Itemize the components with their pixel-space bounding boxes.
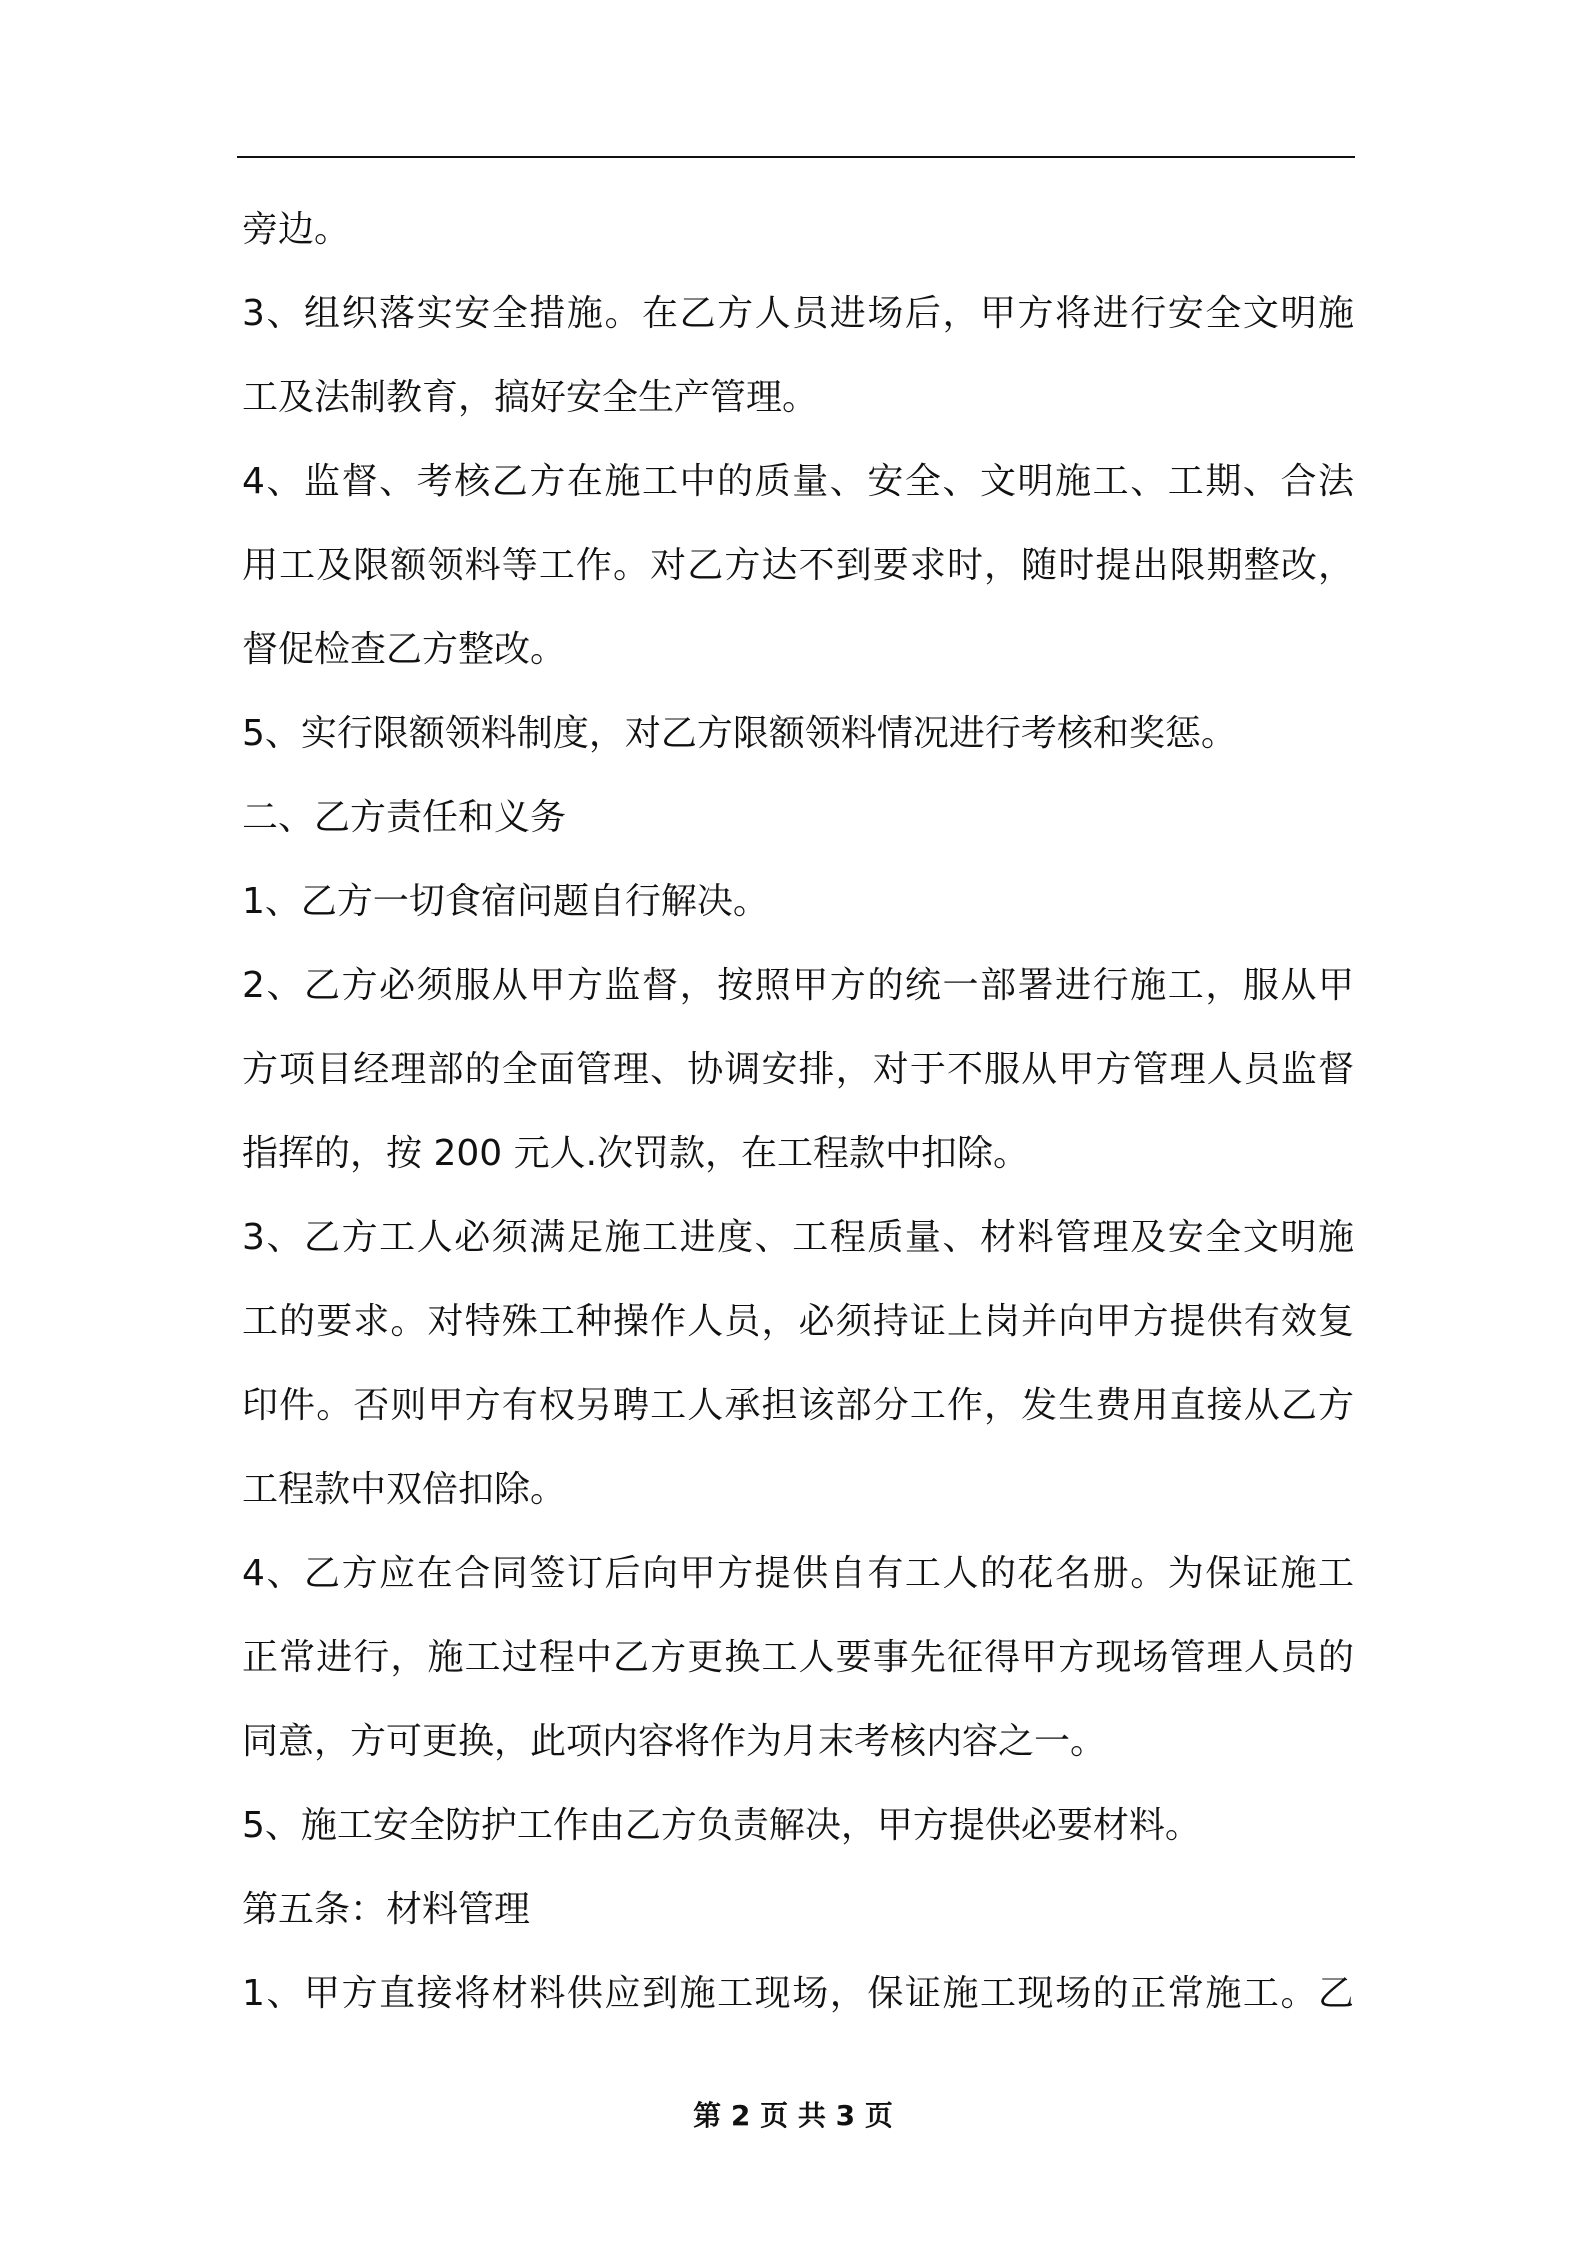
text-line: 4、监督、考核乙方在施工中的质量、安全、文明施工、工期、合法	[242, 461, 1354, 502]
text-line: 指挥的，按 200 元人.次罚款，在工程款中扣除。	[242, 1133, 1030, 1174]
text-line: 3、组织落实安全措施。在乙方人员进场后，甲方将进行安全文明施	[242, 293, 1354, 334]
text-line: 工的要求。对特殊工种操作人员，必须持证上岗并向甲方提供有效复	[242, 1301, 1354, 1342]
text-line: 4、乙方应在合同签订后向甲方提供自有工人的花名册。为保证施工	[242, 1553, 1354, 1594]
text-line: 1、甲方直接将材料供应到施工现场，保证施工现场的正常施工。乙	[242, 1973, 1354, 2014]
text-line: 方项目经理部的全面管理、协调安排，对于不服从甲方管理人员监督	[242, 1049, 1354, 1090]
text-line: 督促检查乙方整改。	[242, 629, 567, 670]
text-line: 3、乙方工人必须满足施工进度、工程质量、材料管理及安全文明施	[242, 1217, 1354, 1258]
text-line: 旁边。	[242, 209, 351, 250]
document-body	[242, 188, 1354, 2036]
text-line: 工程款中双倍扣除。	[242, 1469, 567, 1510]
text-line: 5、实行限额领料制度，对乙方限额领料情况进行考核和奖惩。	[242, 713, 1237, 754]
text-line: 正常进行，施工过程中乙方更换工人要事先征得甲方现场管理人员的	[242, 1637, 1354, 1678]
article-heading: 第五条：材料管理	[242, 1889, 531, 1930]
text-line: 2、乙方必须服从甲方监督，按照甲方的统一部署进行施工，服从甲	[242, 965, 1354, 1006]
text-line: 用工及限额领料等工作。对乙方达不到要求时，随时提出限期整改，	[242, 545, 1354, 586]
text-line: 印件。否则甲方有权另聘工人承担该部分工作，发生费用直接从乙方	[242, 1385, 1354, 1426]
header-rule	[237, 156, 1355, 158]
text-line: 同意，方可更换，此项内容将作为月末考核内容之一。	[242, 1721, 1107, 1762]
text-line: 5、施工安全防护工作由乙方负责解决，甲方提供必要材料。	[242, 1805, 1201, 1846]
text-line: 工及法制教育，搞好安全生产管理。	[242, 377, 819, 418]
text-line: 1、乙方一切食宿问题自行解决。	[242, 881, 769, 922]
page-number-footer: 第 2 页 共 3 页	[693, 2099, 893, 2132]
section-heading: 二、乙方责任和义务	[242, 797, 567, 838]
